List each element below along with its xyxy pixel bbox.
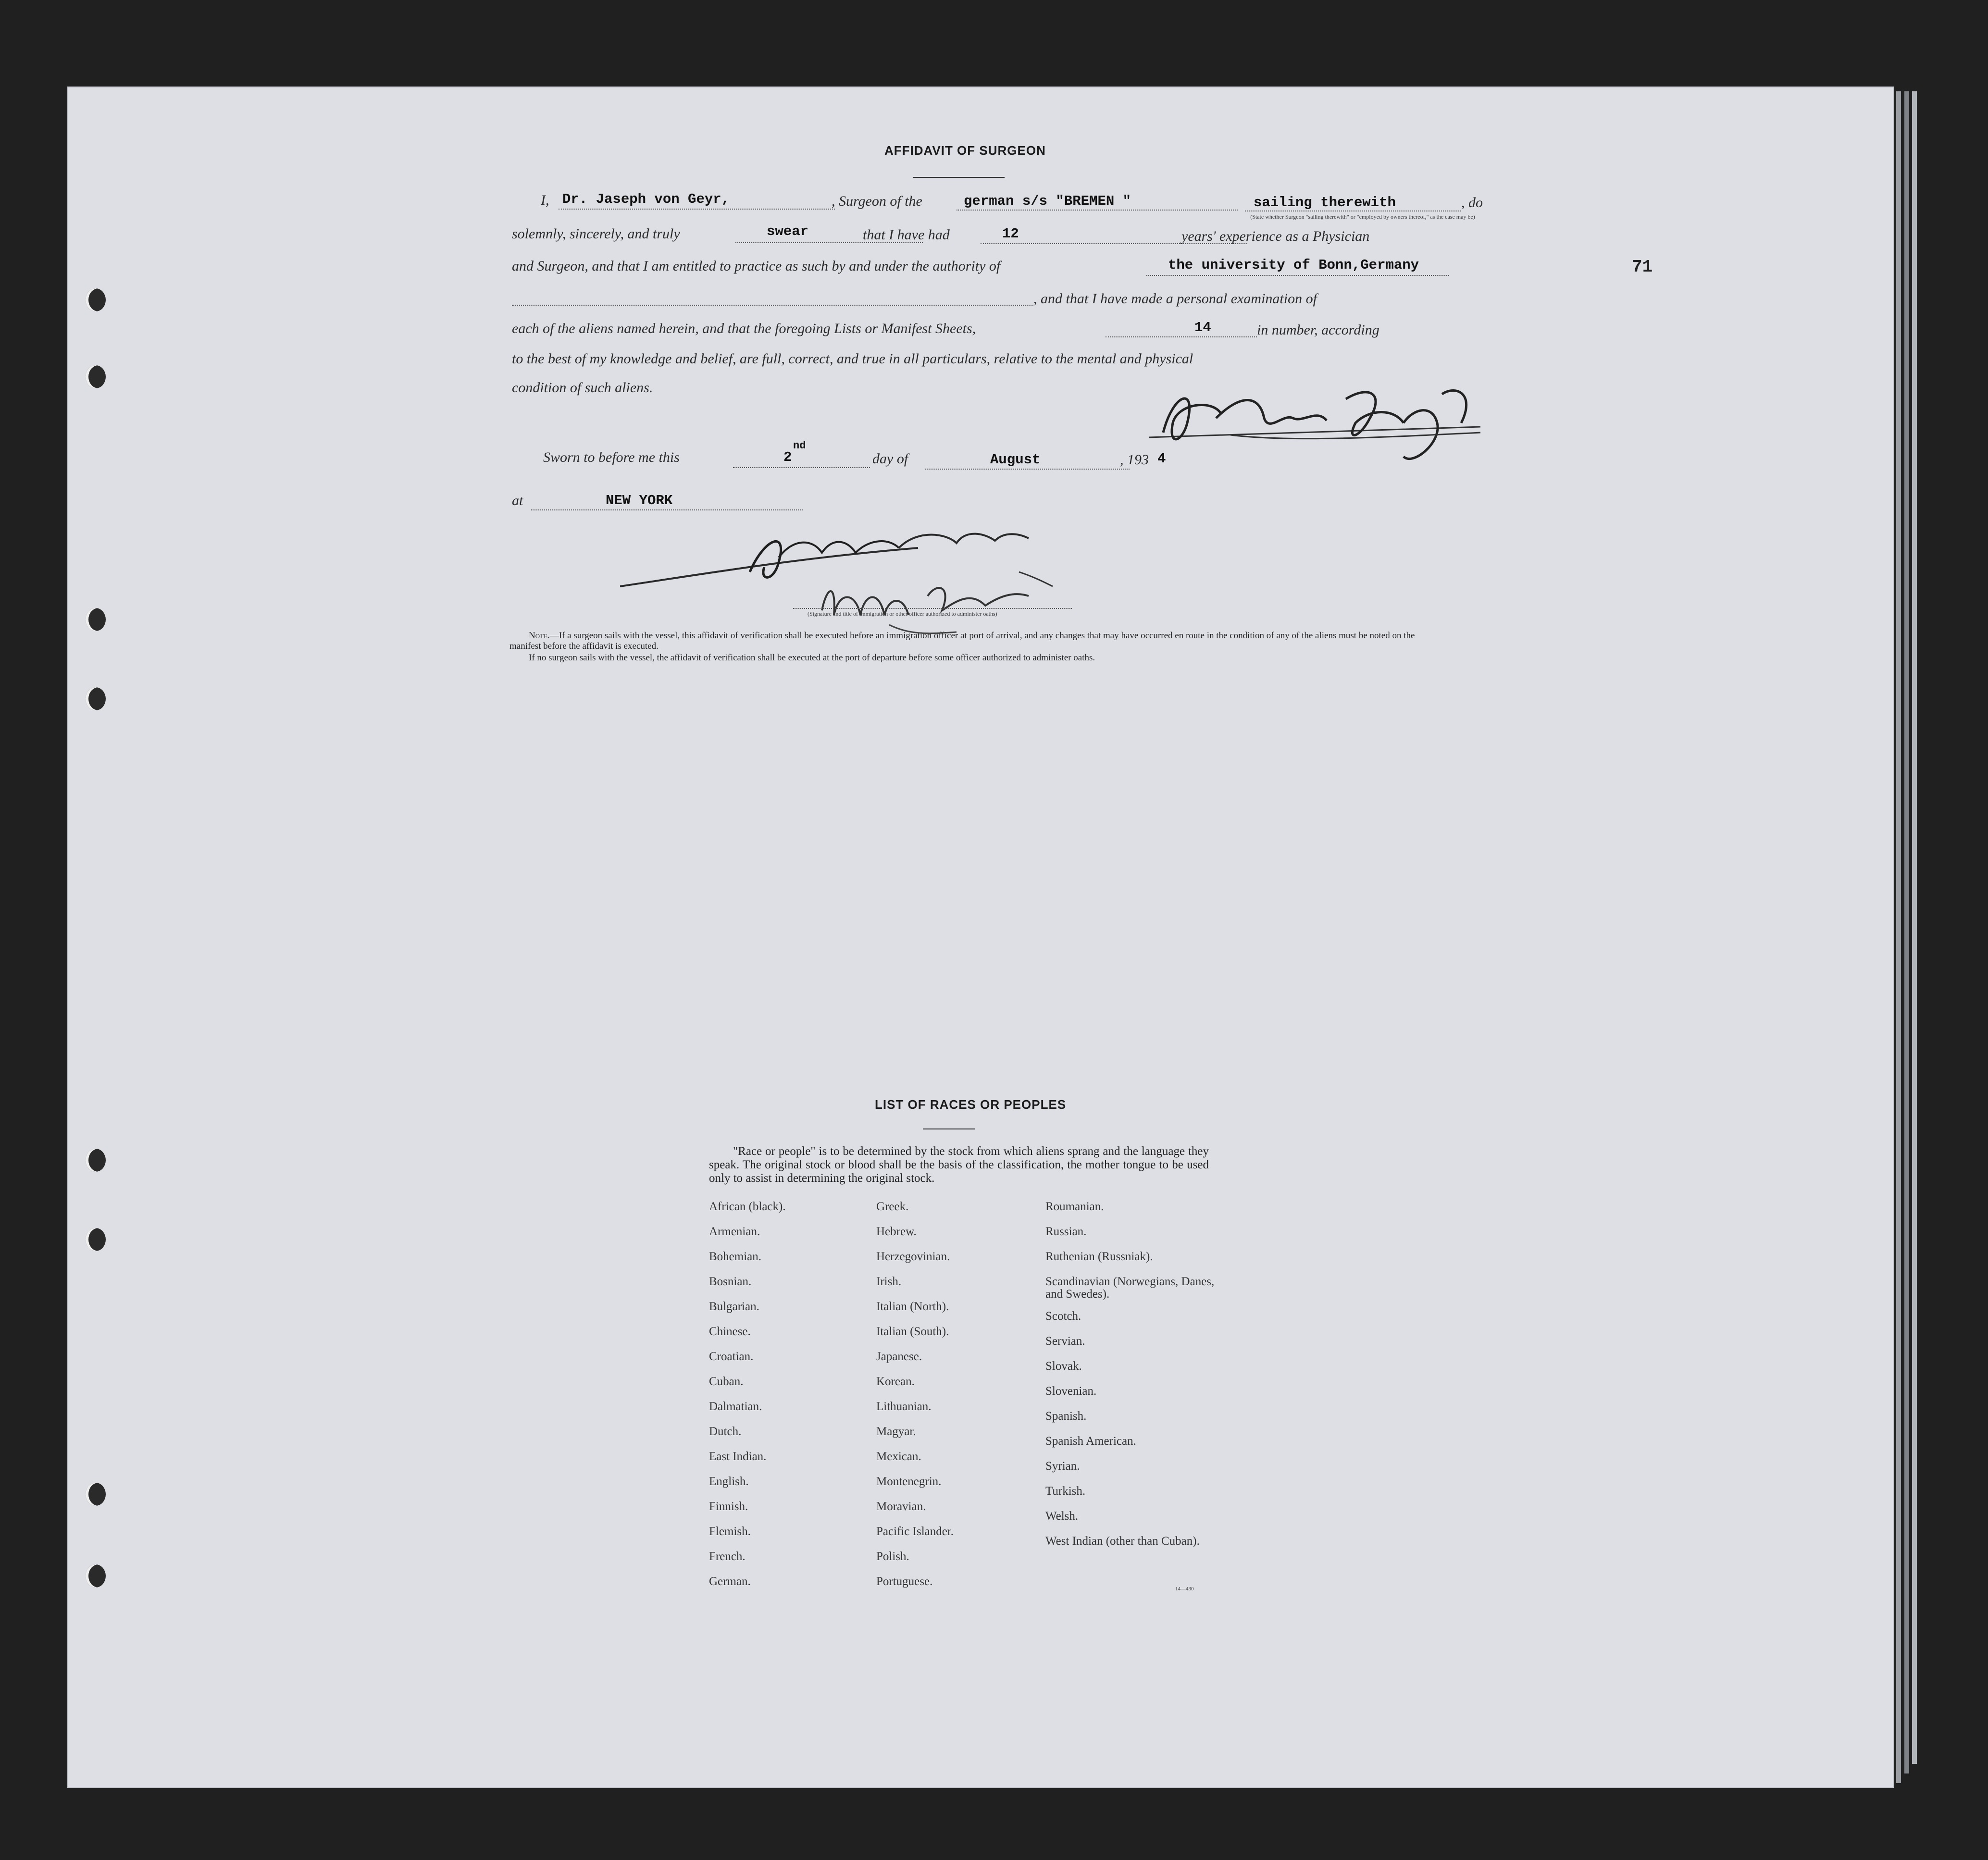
affidavit-text: in number, according	[1257, 322, 1379, 338]
race-item: Hebrew.	[876, 1225, 917, 1238]
page-edge	[1896, 91, 1901, 1783]
race-item: Armenian.	[709, 1225, 760, 1238]
race-item: Chinese.	[709, 1325, 751, 1338]
fill-line	[957, 210, 1238, 211]
place-value: NEW YORK	[606, 493, 673, 508]
capacity-value: sailing therewith	[1254, 195, 1396, 211]
race-item: Spanish.	[1045, 1410, 1087, 1423]
years-experience-value: 12	[1002, 226, 1019, 242]
race-item: Greek.	[876, 1200, 909, 1213]
race-item: Ruthenian (Russniak).	[1045, 1250, 1153, 1263]
affidavit-text: I,	[541, 192, 549, 208]
race-item: German.	[709, 1575, 751, 1588]
race-item: Polish.	[876, 1550, 909, 1563]
note-text-1: —If a surgeon sails with the vessel, this affidavit of verification shall be executed before an immigration officer at port of arrival, and any changes that may have occurred en route in the condition of any of the aliens must be noted on the manifest before the affidavit is executed.	[509, 631, 1415, 651]
vessel-value: german s/s "BREMEN "	[964, 193, 1131, 209]
affidavit-text: each of the aliens named herein, and that the foregoing Lists or Manifest Sheets,	[512, 321, 976, 336]
race-item: Turkish.	[1045, 1485, 1086, 1498]
authority-value: the university of Bonn,Germany	[1168, 257, 1419, 273]
affidavit-text: to the best of my knowledge and belief, are full, correct, and true in all particulars, relative to the mental and physical	[512, 351, 1193, 367]
race-item: Dutch.	[709, 1425, 742, 1438]
capacity-hint: (State whether Surgeon "sailing therewith" or "employed by owners thereof," as the case may be)	[1250, 213, 1475, 220]
punch-hole	[86, 288, 106, 311]
affidavit-note	[509, 631, 1447, 652]
affidavit-text: and Surgeon, and that I am entitled to practice as such by and under the authority of	[512, 258, 1001, 274]
race-item: Korean.	[876, 1375, 915, 1388]
race-item: Magyar.	[876, 1425, 916, 1438]
race-item: English.	[709, 1475, 749, 1488]
race-item: Italian (North).	[876, 1300, 949, 1313]
race-item: Scotch.	[1045, 1310, 1081, 1323]
affidavit-text: day of	[872, 451, 908, 467]
page-number: 71	[1632, 257, 1653, 277]
races-title-underline	[923, 1128, 975, 1129]
race-item: Finnish.	[709, 1500, 748, 1513]
races-column-1	[709, 1201, 868, 1600]
sworn-day-value: 2	[783, 449, 792, 465]
document-page	[67, 87, 1894, 1788]
fill-line	[1146, 275, 1449, 276]
race-item: Moravian.	[876, 1500, 926, 1513]
affidavit-text: , 193	[1120, 452, 1149, 468]
race-item: Flemish.	[709, 1525, 751, 1538]
race-item: Montenegrin.	[876, 1475, 942, 1488]
race-item: Herzegovinian.	[876, 1250, 950, 1263]
punch-hole	[86, 1149, 106, 1172]
affidavit-text: , and that I have made a personal examination of	[1033, 291, 1317, 307]
race-item: Bosnian.	[709, 1275, 752, 1288]
signature-caption: (Signature and title of immigration or other officer authorized to administer oaths)	[808, 610, 997, 617]
race-item: Portuguese.	[876, 1575, 933, 1588]
race-item: Bohemian.	[709, 1250, 762, 1263]
punch-hole	[86, 1483, 106, 1506]
page-edge	[1912, 91, 1917, 1764]
affidavit-text: , Surgeon of the	[832, 193, 922, 209]
race-item: West Indian (other than Cuban).	[1045, 1535, 1200, 1548]
fill-line	[733, 467, 870, 468]
oath-type-value: swear	[767, 223, 809, 239]
race-item: Japanese.	[876, 1350, 922, 1363]
affidavit-text: years' experience as a Physician	[1181, 228, 1370, 244]
punch-hole	[86, 365, 106, 388]
affidavit-text: that I have had	[863, 227, 950, 243]
punch-hole	[86, 687, 106, 710]
race-item: Spanish American.	[1045, 1435, 1136, 1448]
fill-line	[925, 469, 1130, 470]
race-item: Lithuanian.	[876, 1400, 932, 1413]
form-number: 14—430	[1175, 1586, 1194, 1592]
race-item: Italian (South).	[876, 1325, 949, 1338]
race-item: Slovenian.	[1045, 1385, 1097, 1398]
race-item: Cuban.	[709, 1375, 744, 1388]
fill-line	[512, 305, 1033, 306]
punch-hole	[86, 1564, 106, 1587]
race-item: Servian.	[1045, 1335, 1085, 1348]
races-intro: "Race or people" is to be determined by the stock from which aliens sprang and the language they speak. The original stock or blood shall be the basis of the classification, the mother tongue to be used only to assist in determining the original stock.	[709, 1145, 1209, 1185]
race-item: Roumanian.	[1045, 1200, 1104, 1213]
race-item: French.	[709, 1550, 746, 1563]
note-label: Note.	[529, 631, 550, 641]
affidavit-text: condition of such aliens.	[512, 380, 653, 396]
title-underline	[913, 177, 1005, 178]
races-column-3	[1045, 1201, 1218, 1557]
race-item: Irish.	[876, 1275, 902, 1288]
sworn-day-suffix: nd	[793, 440, 806, 452]
affidavit-title: AFFIDAVIT OF SURGEON	[884, 143, 1046, 158]
races-title: LIST OF RACES OR PEOPLES	[875, 1097, 1067, 1112]
fill-line	[531, 509, 803, 510]
sworn-month-value: August	[990, 452, 1041, 468]
race-item: African (black).	[709, 1200, 786, 1213]
race-item: Slovak.	[1045, 1360, 1082, 1373]
affidavit-text: at	[512, 493, 523, 508]
race-item: Mexican.	[876, 1450, 921, 1463]
race-item: Russian.	[1045, 1225, 1087, 1238]
punch-hole	[86, 608, 106, 631]
race-item: Croatian.	[709, 1350, 754, 1363]
race-item: Welsh.	[1045, 1510, 1079, 1523]
race-item: Dalmatian.	[709, 1400, 762, 1413]
signature-line	[793, 608, 1072, 609]
fill-line	[1106, 336, 1257, 337]
note-text-2: If no surgeon sails with the vessel, the affidavit of verification shall be executed at the port of departure before some officer authorized to administer oaths.	[529, 653, 1095, 663]
year-digit-value: 4	[1157, 451, 1166, 467]
race-item: Syrian.	[1045, 1460, 1080, 1473]
punch-hole	[86, 1228, 106, 1251]
sheet-count-value: 14	[1194, 320, 1211, 335]
affidavit-text: solemnly, sincerely, and truly	[512, 226, 680, 242]
race-item: East Indian.	[709, 1450, 767, 1463]
surgeon-name-value: Dr. Jaseph von Geyr,	[562, 191, 730, 207]
affidavit-text: Sworn to before me this	[543, 449, 680, 465]
race-item: Bulgarian.	[709, 1300, 759, 1313]
surgeon-signature	[1144, 365, 1490, 476]
page-edge	[1904, 91, 1909, 1773]
fill-line	[559, 209, 835, 210]
race-item: Pacific Islander.	[876, 1525, 954, 1538]
race-item: Scandinavian (Norwegians, Danes, and Swedes).	[1045, 1275, 1215, 1301]
races-column-2	[876, 1201, 1035, 1600]
affidavit-text: , do	[1461, 195, 1483, 211]
